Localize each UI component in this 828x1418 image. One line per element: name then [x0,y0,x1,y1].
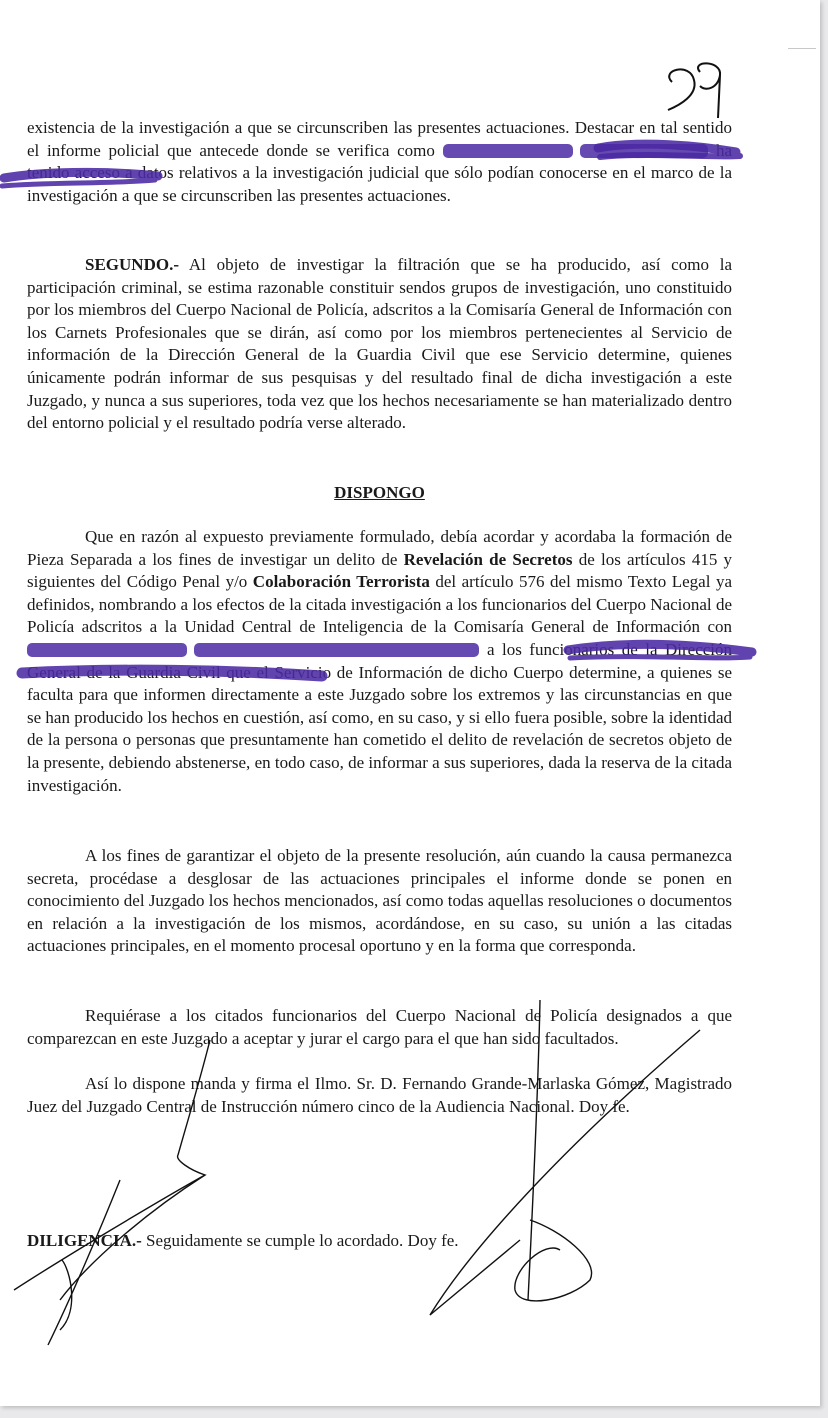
dispongo-text-2: A los fines de garantizar el objeto de la presente resolución, aún cuando la causa permanezca secreta, procédase a desglosar de las actuaciones principales el informe donde se ponen en conocimiento del Juzgado los hechos mencionados, así como todas aquellas resoluciones o documentos en relación a la investigación de los mismos, acordándose, en su caso, su unión a las citadas actuaciones principales, en el momento procesal oportuno y en la forma que corresponda. [27,846,732,956]
paragraph-segundo [27,254,732,435]
segundo-label: SEGUNDO.- [85,255,179,274]
dispongo-text-b: de los artículos 415 y siguientes del Código Penal y/o [27,549,733,592]
heading-dispongo: DISPONGO [334,483,425,502]
diligencia-label: DILIGENCIA.- [27,1231,142,1250]
bold-revelacion: Revelación de Secretos [403,549,573,569]
page-edge-mark [788,48,816,49]
paragraph-dispongo-4 [27,1073,732,1118]
diligencia-text: Seguidamente se cumple lo acordado. Doy fe. [146,1231,459,1250]
redaction-name [443,144,573,158]
dispongo-text-c: del artículo 576 del mismo Texto Legal ya definidos, nombrando a los efectos de la citada investigación a los funcionarios del Cuerpo Nacional de Policía adscritos a la Unidad Central de Inteligencia de la Comisaría General de Información con [27,572,732,637]
intro-text-a: existencia de la investigación a que se circunscriben las presentes actuaciones. Destacar en tal sentido el informe policial que antecede donde se verifica como [27,118,732,160]
bold-colaboracion: Colaboración Terrorista [252,572,430,592]
intro-text-b: ha tenido acceso a datos relativos a la investigación judicial que sólo podían conocerse en el marco de la investigación a que se circunscriben las presentes actuaciones. [27,140,733,205]
dispongo-text-d: a los funcionarios de la Dirección General de la Guardia Civil que el Servicio de Información de dicho Cuerpo determine, a quienes se faculta para que informen directamente a este Juzgado sobre los extremos y las circunstancias en que se han producido los hechos en cuestión, así como, en su caso, y si ello fuera posible, sobre la identidad de la persona o personas que presuntamente han cometido el delito de revelación de secretos objeto de la presente, debiendo abstenerse, en todo caso, de informar a sus superiores, dada la reserva de la citada investigación. [27,639,733,795]
redaction-surname [580,144,708,158]
redaction-carnets [27,643,187,657]
segundo-text: Al objeto de investigar la filtración que se ha producido, así como la participación criminal, se estima razonable constituir sendos grupos de investigación, uno constituido por los miembros del Cuerpo Nacional de Policía, adscritos a la Comisaría General de Información con los Carnets Profesionales que se dirán, así como por los miembros pertenecientes al Servicio de información de la Dirección General de la Guardia Civil que ese Servicio determine, quienes únicamente podrán informar de sus pesquisas y del resultado final de dicha investigación a este Juzgado, y nunca a sus superiores, toda vez que los hechos necesariamente se han materializado dentro del entorno policial y el resultado podría verse alterado. [27,255,732,433]
dispongo-text-a: Que en razón al expuesto previamente formulado, debía acordar y acordaba la formación de Pieza Separada a los fines de investigar un delito de [27,527,732,569]
paragraph-dispongo-2 [27,845,732,958]
dispongo-text-4: Así lo dispone manda y firma el Ilmo. Sr. D. Fernando Grande-Marlaska Gómez, Magistrado Juez del Juzgado Central de Instrucción número cinco de la Audiencia Nacional. Doy fe. [27,1074,732,1116]
diligencia [27,1231,459,1251]
paragraph-dispongo-3 [27,1005,732,1050]
redaction-carnets-numbers [194,643,479,657]
dispongo-text-3: Requiérase a los citados funcionarios del Cuerpo Nacional de Policía designados a que comparezcan en este Juzgado a aceptar y jurar el cargo para el que han sido facultados. [27,1006,732,1048]
paragraph-dispongo-1 [27,526,732,797]
paragraph-intro [27,117,732,207]
